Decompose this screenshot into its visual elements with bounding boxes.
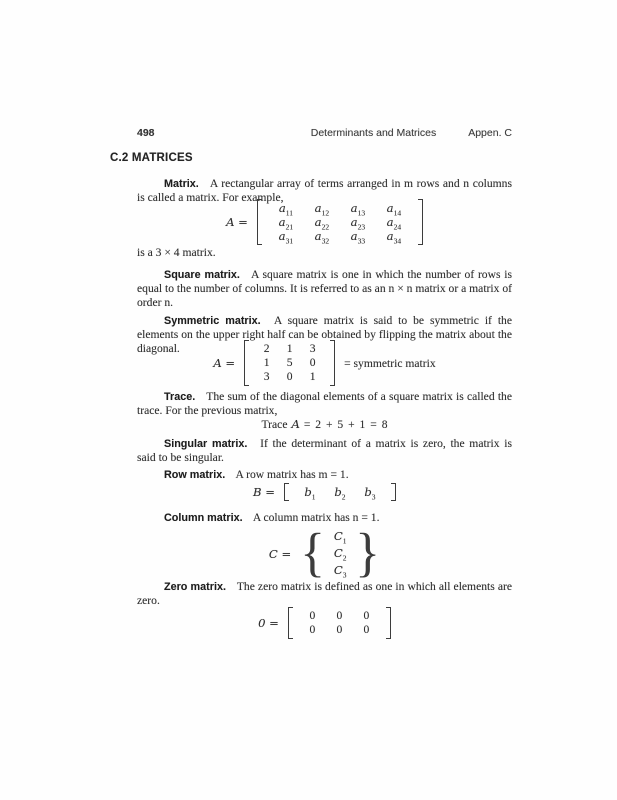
matrix-cell-subscript: 33 [357, 236, 366, 246]
right-bracket [330, 340, 335, 386]
appendix-label: Appen. C [468, 127, 512, 139]
matrix-cell-value: b [304, 485, 312, 499]
matrix-row [299, 623, 380, 637]
matrix-cell-subscript: 24 [393, 222, 402, 232]
trace-equation-text [262, 417, 388, 431]
matrix-cell-value: 1 [263, 356, 270, 369]
matrix-cell-subscript: 3 [371, 492, 376, 502]
matrix-cell [340, 215, 376, 230]
matrix-cell [353, 609, 380, 623]
equation-matrix-a-label: A = [226, 215, 248, 229]
matrix-cell-value: C [333, 563, 343, 577]
matrix-body [289, 483, 391, 501]
matrix-cell [278, 356, 301, 370]
equation-zero-label: 0 = [258, 616, 279, 630]
equation-symmetric-suffix: = symmetric matrix [344, 356, 436, 370]
paragraph-square-matrix [137, 268, 512, 309]
matrix-cell-subscript: 34 [393, 236, 402, 246]
paragraph-row-matrix [137, 468, 512, 482]
matrix-cell-subscript: 23 [357, 222, 366, 232]
paragraph-symmetric-matrix-text: A square matrix is said to be symmetric if the elements on the upper right half can be obtained by flipping the matrix about the diagonal. [137, 314, 512, 355]
matrix-row [268, 229, 412, 246]
matrix-cell-value: 0 [336, 609, 343, 622]
matrix-cell-value: a [314, 215, 322, 229]
matrix-cell [353, 623, 380, 637]
matrix-cell-value: b [364, 485, 372, 499]
term-trace: Trace. [164, 391, 196, 403]
matrix-cell-value: 0 [286, 370, 293, 383]
matrix-body [262, 199, 418, 245]
matrix-cell [299, 609, 326, 623]
paragraph-square-matrix-text: A square matrix is one in which the number of rows is equal to the number of columns. It is referred to as an n × n matrix or a matrix of order n. [137, 268, 512, 309]
matrix-cell-subscript: 22 [321, 222, 330, 232]
running-header-right [311, 127, 512, 139]
section-heading: C.2 MATRICES [110, 152, 193, 164]
matrix-cell [304, 201, 340, 216]
matrix-cell [301, 370, 324, 384]
equation-matrix-a [137, 199, 512, 245]
right-bracket [386, 607, 391, 639]
matrix-cell-subscript: 13 [357, 208, 366, 218]
matrix-row [255, 370, 324, 384]
matrix-row [255, 342, 324, 356]
term-matrix: Matrix. [164, 178, 199, 190]
matrix-cell-value: 0 [309, 609, 316, 622]
matrix-row [331, 562, 349, 579]
matrix-cell-value: a [278, 215, 286, 229]
matrix-row [255, 356, 324, 370]
matrix-cell-value: 1 [286, 342, 293, 355]
right-brace: } [355, 523, 381, 583]
matrix-cell-value: 0 [336, 623, 343, 636]
matrix-row [331, 545, 349, 562]
matrix-cell-value: 0 [309, 356, 316, 369]
matrix-cell-value: a [350, 201, 358, 215]
matrix-cell-value: 5 [286, 356, 293, 369]
matrix-cell-subscript: 21 [285, 222, 294, 232]
term-singular-matrix: Singular matrix. [164, 438, 248, 450]
term-symmetric-matrix: Symmetric matrix. [164, 315, 261, 327]
matrix-cell-subscript: 12 [321, 208, 330, 218]
matrix-symmetric [244, 340, 335, 386]
paragraph-singular-matrix-text: If the determinant of a matrix is zero, the matrix is said to be singular. [137, 437, 512, 465]
trace-variable: A [291, 417, 300, 431]
matrix-cell-value: b [334, 485, 342, 499]
matrix-cell [255, 356, 278, 370]
right-bracket [391, 483, 396, 501]
equation-row-label: B = [253, 485, 275, 499]
matrix-cell-subscript: 1 [311, 492, 316, 502]
matrix-cell-subscript: 3 [342, 570, 347, 580]
matrix-cell-value: a [386, 215, 394, 229]
paragraph-column-matrix-text: A column matrix has n = 1. [252, 511, 380, 524]
matrix-zero [288, 607, 391, 639]
matrix-cell [304, 215, 340, 230]
matrix-cell [295, 485, 325, 500]
matrix-cell [340, 229, 376, 244]
matrix-body [293, 607, 386, 639]
paragraph-trace [137, 390, 512, 418]
matrix-cell [255, 342, 278, 356]
matrix-cell-value: a [314, 201, 322, 215]
matrix-cell-subscript: 2 [342, 553, 347, 563]
matrix-row [331, 528, 349, 545]
matrix-cell-value: C [333, 546, 343, 560]
paragraph-matrix-after: is a 3 × 4 matrix. [137, 246, 216, 259]
trace-prefix: Trace [261, 418, 288, 431]
matrix-cell [326, 623, 353, 637]
matrix-cell-subscript: 2 [341, 492, 346, 502]
right-bracket [418, 199, 423, 245]
matrix-cell-subscript: 1 [342, 536, 347, 546]
matrix-cell [331, 528, 349, 545]
matrix-cell-value: 2 [263, 342, 270, 355]
matrix-cell-value: a [278, 229, 286, 243]
matrix-row [295, 485, 385, 502]
matrix-a [257, 199, 423, 245]
matrix-cell-value: 1 [309, 370, 316, 383]
matrix-cell [278, 342, 301, 356]
matrix-cell [255, 370, 278, 384]
matrix-cell-value: 3 [309, 342, 316, 355]
matrix-cell [376, 215, 412, 230]
matrix-row [299, 609, 380, 623]
paragraph-zero-matrix-text: The zero matrix is defined as one in which all elements are zero. [137, 580, 512, 608]
paragraph-row-matrix-text: A row matrix has m = 1. [235, 468, 349, 481]
equation-column-matrix [137, 523, 512, 583]
matrix-cell [355, 485, 385, 500]
matrix-cell-value: a [350, 229, 358, 243]
matrix-row [268, 201, 412, 218]
term-column-matrix: Column matrix. [164, 512, 243, 524]
term-square-matrix: Square matrix. [164, 269, 240, 281]
matrix-cell [268, 201, 304, 216]
equation-row-matrix [137, 483, 512, 501]
matrix-cell [268, 215, 304, 230]
matrix-cell-value: 3 [263, 370, 270, 383]
matrix-cell-value: a [386, 201, 394, 215]
paragraph-trace-text: The sum of the diagonal elements of a square matrix is called the trace. For the previous matrix, [137, 390, 512, 418]
matrix-cell [299, 623, 326, 637]
equation-zero-matrix [137, 607, 512, 639]
matrix-cell-value: a [386, 229, 394, 243]
running-title: Determinants and Matrices [310, 127, 437, 139]
matrix-b [284, 483, 396, 501]
matrix-cell [331, 545, 349, 562]
matrix-cell-value: a [314, 229, 322, 243]
matrix-cell [376, 229, 412, 244]
matrix-cell-subscript: 32 [321, 236, 330, 246]
paragraph-zero-matrix [137, 580, 512, 608]
trace-rest: = 2 + 5 + 1 = 8 [303, 418, 388, 431]
left-brace: { [300, 523, 326, 583]
matrix-cell-value: 0 [363, 609, 370, 622]
equation-trace [137, 417, 512, 431]
matrix-cell-subscript: 31 [285, 236, 294, 246]
term-row-matrix: Row matrix. [164, 469, 226, 481]
term-zero-matrix: Zero matrix. [164, 581, 226, 593]
matrix-cell [340, 201, 376, 216]
matrix-cell-subscript: 11 [285, 208, 293, 218]
matrix-cell [278, 370, 301, 384]
matrix-cell [301, 356, 324, 370]
matrix-cell [326, 609, 353, 623]
matrix-cell [325, 485, 355, 500]
matrix-cell-value: 0 [363, 623, 370, 636]
equation-symmetric-matrix [137, 340, 512, 386]
equation-symmetric-label: A = [213, 356, 236, 370]
matrix-row [268, 215, 412, 232]
paragraph-matrix-text: A rectangular array of terms arranged in m rows and n columns is called a matrix. For example, [137, 177, 512, 205]
matrix-cell [331, 562, 349, 579]
page-number: 498 [137, 127, 155, 139]
matrix-body [325, 526, 355, 581]
matrix-cell-value: C [333, 529, 343, 543]
matrix-cell-value: a [278, 201, 286, 215]
matrix-cell-value: 0 [309, 623, 316, 636]
paragraph-singular-matrix [137, 437, 512, 465]
matrix-cell [304, 229, 340, 244]
matrix-cell [301, 342, 324, 356]
matrix-c [300, 523, 381, 583]
matrix-body [249, 340, 330, 386]
running-header [137, 127, 512, 139]
equation-column-label: C = [268, 546, 292, 561]
matrix-cell [268, 229, 304, 244]
matrix-cell [376, 201, 412, 216]
matrix-cell-subscript: 14 [393, 208, 402, 218]
matrix-cell-value: a [350, 215, 358, 229]
